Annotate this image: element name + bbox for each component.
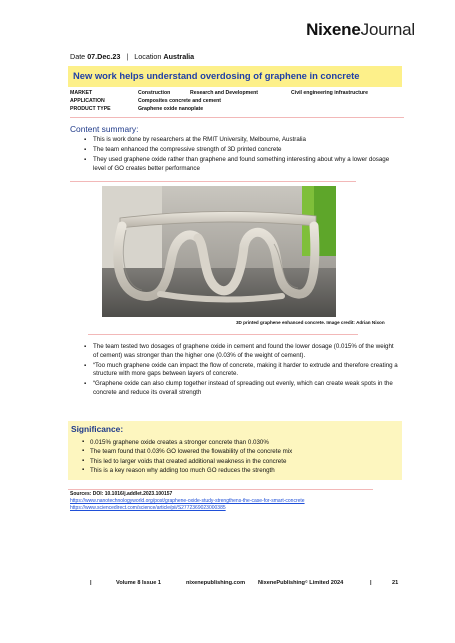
list-item: ▪ This led to larger voids that created additional weakness in the concrete — [82, 457, 292, 466]
footer-publisher — [258, 580, 343, 586]
market-label: MARKET — [70, 90, 93, 96]
significance-list — [82, 438, 292, 476]
brand-part-1: Nixene — [306, 20, 361, 39]
sources-doi: Sources: DOI: 10.1016/j.addlet.2023.100157 — [70, 491, 173, 497]
list-item: ▪ “Graphene oxide can also clump together instead of spreading out evenly, which can create weak spots in the concrete and reduce its overall strength — [84, 380, 399, 397]
location-label: Location — [134, 52, 162, 61]
content-summary-list — [84, 136, 399, 175]
list-item: ▪ 0.015% graphene oxide creates a stronger concrete than 0.030% — [82, 438, 292, 447]
source-link-2[interactable]: https://www.sciencedirect.com/science/article/pii/S2772369023000385 — [70, 504, 226, 511]
source-link-1[interactable]: https://www.nanotechnologyworld.org/post/graphene-oxide-study-strengthens-the-case-for-smart-concrete — [70, 497, 305, 504]
footer-site: nixenepublishing.com — [186, 580, 246, 586]
article-photo — [102, 186, 336, 317]
footer-bar-left: | — [90, 580, 92, 586]
sources-block — [70, 491, 305, 511]
photo-caption: 3D printed graphene enhanced concrete. Image credit: Adrian Nixon — [236, 320, 385, 325]
list-item: ▪ This is a key reason why adding too much GO reduces the strength — [82, 466, 292, 475]
footer-limited: Limited 2024 — [307, 580, 344, 586]
list-item: ▪ They used graphene oxide rather than graphene and found something interesting about why a lower dosage level of GO creates better performance — [84, 156, 399, 173]
meta-divider — [70, 117, 404, 118]
application-value: Composites concrete and cement — [138, 98, 222, 104]
footer-volume: Volume 8 Issue 1 — [116, 580, 161, 586]
list-item: ▪ The team found that 0.03% GO lowered the flowability of the concrete mix — [82, 447, 292, 456]
page-number: 21 — [392, 580, 399, 586]
market-value-1: Construction — [138, 90, 171, 96]
metadata-table — [70, 90, 404, 114]
meta-row-application — [70, 98, 404, 106]
footer-bar-right: | — [370, 580, 372, 586]
list-item: ▪ This is work done by researchers at the RMIT University, Melbourne, Australia — [84, 136, 399, 145]
market-value-2: Research and Development — [190, 90, 259, 96]
dateline — [70, 52, 194, 61]
dateline-separator: | — [126, 52, 129, 61]
date-value: 07.Dec.23 — [87, 52, 121, 61]
summary-divider — [70, 181, 356, 182]
article-headline: New work helps understand overdosing of graphene in concrete — [68, 66, 402, 87]
list-item: ▪ The team tested two dosages of graphene oxide in cement and found the lower dosage (0.015% of the weight of cement) was stronger than the higher one (0.03% of the weight of cement). — [84, 343, 399, 360]
product-type-value: Graphene oxide nanoplate — [138, 106, 204, 112]
significance-box — [68, 421, 402, 480]
brand-part-2: Journal — [360, 20, 415, 39]
photo-divider — [88, 334, 358, 335]
sources-divider — [68, 489, 373, 490]
list-item: ▪ “Too much graphene oxide can impact the flow of concrete, making it harder to extrude and therefore creating a structure with more gaps between layers of concrete. — [84, 362, 399, 379]
footer-publisher-name: NixenePublishing — [258, 580, 305, 586]
content-summary-title: Content summary: — [70, 124, 139, 134]
date-label: Date — [70, 52, 86, 61]
footer-copyright-mark: © — [304, 580, 308, 584]
meta-row-product — [70, 106, 404, 114]
location-value: Australia — [163, 52, 195, 61]
details-list — [84, 343, 399, 399]
meta-row-market — [70, 90, 404, 98]
market-value-3: Civil engineering infrastructure — [291, 90, 368, 96]
significance-title: Significance: — [71, 424, 124, 434]
product-type-label: PRODUCT TYPE — [70, 106, 111, 112]
list-item: ▪ The team enhanced the compressive strength of 3D printed concrete — [84, 146, 399, 155]
application-label: APPLICATION — [70, 98, 105, 104]
journal-brand — [306, 20, 415, 40]
